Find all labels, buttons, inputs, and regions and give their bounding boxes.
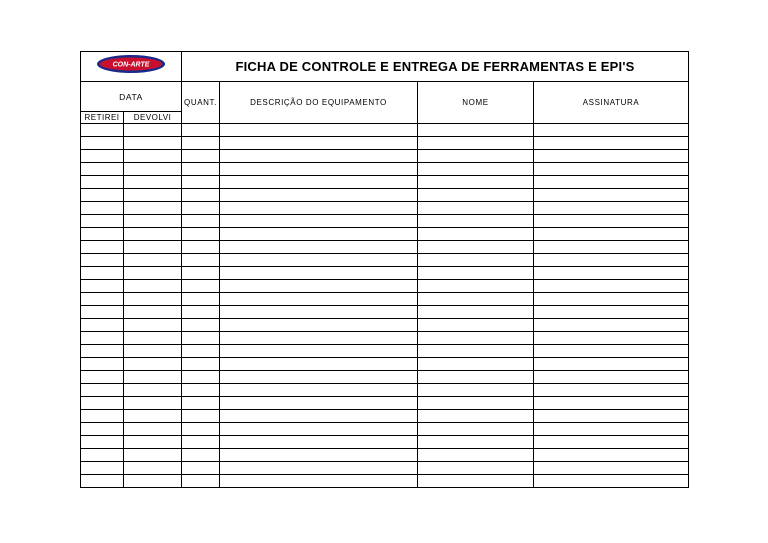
retirei-cell[interactable] xyxy=(81,397,124,410)
form-title: FICHA DE CONTROLE E ENTREGA DE FERRAMENTAS E EPI'S xyxy=(182,52,689,82)
quant-cell[interactable] xyxy=(182,306,220,319)
retirei-cell[interactable] xyxy=(81,332,124,345)
assinatura-cell[interactable] xyxy=(534,293,689,306)
descricao-cell[interactable] xyxy=(220,228,418,241)
devolvi-cell[interactable] xyxy=(124,202,182,215)
devolvi-cell[interactable] xyxy=(124,306,182,319)
table-row xyxy=(81,371,689,384)
devolvi-cell[interactable] xyxy=(124,176,182,189)
devolvi-cell[interactable] xyxy=(124,267,182,280)
descricao-cell[interactable] xyxy=(220,267,418,280)
retirei-cell[interactable] xyxy=(81,436,124,449)
descricao-cell[interactable] xyxy=(220,436,418,449)
table-row xyxy=(81,462,689,475)
table-row xyxy=(81,475,689,488)
nome-cell[interactable] xyxy=(418,345,534,358)
company-logo-cell xyxy=(81,52,182,82)
nome-cell[interactable] xyxy=(418,371,534,384)
table-row xyxy=(81,384,689,397)
nome-cell[interactable] xyxy=(418,410,534,423)
assinatura-column-header: ASSINATURA xyxy=(534,82,689,124)
table-row xyxy=(81,306,689,319)
table-row xyxy=(81,449,689,462)
quant-cell[interactable] xyxy=(182,254,220,267)
quant-cell[interactable] xyxy=(182,124,220,137)
quant-cell[interactable] xyxy=(182,241,220,254)
descricao-cell[interactable] xyxy=(220,150,418,163)
devolvi-cell[interactable] xyxy=(124,384,182,397)
table-row xyxy=(81,423,689,436)
assinatura-cell[interactable] xyxy=(534,423,689,436)
assinatura-cell[interactable] xyxy=(534,150,689,163)
table-row xyxy=(81,124,689,137)
retirei-cell[interactable] xyxy=(81,215,124,228)
descricao-cell[interactable] xyxy=(220,124,418,137)
retirei-cell[interactable] xyxy=(81,293,124,306)
table-row xyxy=(81,254,689,267)
quant-cell[interactable] xyxy=(182,280,220,293)
retirei-cell[interactable] xyxy=(81,280,124,293)
retirei-cell[interactable] xyxy=(81,163,124,176)
descricao-cell[interactable] xyxy=(220,475,418,488)
table-row xyxy=(81,410,689,423)
retirei-cell[interactable] xyxy=(81,306,124,319)
nome-cell[interactable] xyxy=(418,228,534,241)
descricao-cell[interactable] xyxy=(220,163,418,176)
devolvi-cell[interactable] xyxy=(124,462,182,475)
devolvi-cell[interactable] xyxy=(124,163,182,176)
assinatura-cell[interactable] xyxy=(534,384,689,397)
assinatura-cell[interactable] xyxy=(534,215,689,228)
descricao-cell[interactable] xyxy=(220,137,418,150)
nome-column-header: NOME xyxy=(418,82,534,124)
devolvi-cell[interactable] xyxy=(124,475,182,488)
quant-cell[interactable] xyxy=(182,137,220,150)
assinatura-cell[interactable] xyxy=(534,280,689,293)
quant-cell[interactable] xyxy=(182,267,220,280)
descricao-column-header: DESCRIÇÃO DO EQUIPAMENTO xyxy=(220,82,418,124)
retirei-cell[interactable] xyxy=(81,267,124,280)
retirei-column-header: RETIREI xyxy=(81,112,124,124)
retirei-cell[interactable] xyxy=(81,150,124,163)
table-row xyxy=(81,228,689,241)
quant-cell[interactable] xyxy=(182,163,220,176)
data-column-header: DATA xyxy=(81,82,182,112)
quant-cell[interactable] xyxy=(182,176,220,189)
nome-cell[interactable] xyxy=(418,306,534,319)
quant-cell[interactable] xyxy=(182,189,220,202)
nome-cell[interactable] xyxy=(418,436,534,449)
table-row xyxy=(81,280,689,293)
nome-cell[interactable] xyxy=(418,254,534,267)
devolvi-cell[interactable] xyxy=(124,436,182,449)
descricao-cell[interactable] xyxy=(220,410,418,423)
assinatura-cell[interactable] xyxy=(534,449,689,462)
assinatura-cell[interactable] xyxy=(534,345,689,358)
assinatura-cell[interactable] xyxy=(534,267,689,280)
quant-column-header: QUANT. xyxy=(182,82,220,124)
nome-cell[interactable] xyxy=(418,293,534,306)
descricao-cell[interactable] xyxy=(220,202,418,215)
devolvi-cell[interactable] xyxy=(124,124,182,137)
descricao-cell[interactable] xyxy=(220,423,418,436)
retirei-cell[interactable] xyxy=(81,410,124,423)
table-row xyxy=(81,358,689,371)
nome-cell[interactable] xyxy=(418,124,534,137)
retirei-cell[interactable] xyxy=(81,462,124,475)
quant-cell[interactable] xyxy=(182,423,220,436)
assinatura-cell[interactable] xyxy=(534,241,689,254)
retirei-cell[interactable] xyxy=(81,176,124,189)
table-row xyxy=(81,137,689,150)
descricao-cell[interactable] xyxy=(220,397,418,410)
header-row xyxy=(81,82,689,112)
devolvi-cell[interactable] xyxy=(124,423,182,436)
nome-cell[interactable] xyxy=(418,163,534,176)
quant-cell[interactable] xyxy=(182,202,220,215)
nome-cell[interactable] xyxy=(418,384,534,397)
assinatura-cell[interactable] xyxy=(534,397,689,410)
assinatura-cell[interactable] xyxy=(534,332,689,345)
descricao-cell[interactable] xyxy=(220,189,418,202)
assinatura-cell[interactable] xyxy=(534,358,689,371)
assinatura-cell[interactable] xyxy=(534,189,689,202)
entry-rows xyxy=(81,124,689,488)
devolvi-cell[interactable] xyxy=(124,397,182,410)
retirei-cell[interactable] xyxy=(81,124,124,137)
descricao-cell[interactable] xyxy=(220,306,418,319)
devolvi-cell[interactable] xyxy=(124,137,182,150)
nome-cell[interactable] xyxy=(418,462,534,475)
quant-cell[interactable] xyxy=(182,319,220,332)
descricao-cell[interactable] xyxy=(220,254,418,267)
nome-cell[interactable] xyxy=(418,319,534,332)
devolvi-cell[interactable] xyxy=(124,319,182,332)
descricao-cell[interactable] xyxy=(220,384,418,397)
nome-cell[interactable] xyxy=(418,137,534,150)
control-sheet-table xyxy=(80,51,689,488)
assinatura-cell[interactable] xyxy=(534,410,689,423)
table-row xyxy=(81,332,689,345)
retirei-cell[interactable] xyxy=(81,228,124,241)
descricao-cell[interactable] xyxy=(220,332,418,345)
devolvi-cell[interactable] xyxy=(124,371,182,384)
assinatura-cell[interactable] xyxy=(534,137,689,150)
devolvi-cell[interactable] xyxy=(124,358,182,371)
quant-cell[interactable] xyxy=(182,293,220,306)
assinatura-cell[interactable] xyxy=(534,462,689,475)
table-row xyxy=(81,215,689,228)
assinatura-cell[interactable] xyxy=(534,306,689,319)
nome-cell[interactable] xyxy=(418,423,534,436)
descricao-cell[interactable] xyxy=(220,176,418,189)
descricao-cell[interactable] xyxy=(220,241,418,254)
devolvi-cell[interactable] xyxy=(124,241,182,254)
nome-cell[interactable] xyxy=(418,358,534,371)
retirei-cell[interactable] xyxy=(81,423,124,436)
devolvi-column-header: DEVOLVI xyxy=(124,112,182,124)
quant-cell[interactable] xyxy=(182,475,220,488)
quant-cell[interactable] xyxy=(182,436,220,449)
table-row xyxy=(81,163,689,176)
svg-text:CON-ARTE: CON-ARTE xyxy=(112,61,150,69)
quant-cell[interactable] xyxy=(182,215,220,228)
assinatura-cell[interactable] xyxy=(534,254,689,267)
retirei-cell[interactable] xyxy=(81,189,124,202)
nome-cell[interactable] xyxy=(418,397,534,410)
retirei-cell[interactable] xyxy=(81,345,124,358)
nome-cell[interactable] xyxy=(418,449,534,462)
quant-cell[interactable] xyxy=(182,228,220,241)
table-row xyxy=(81,345,689,358)
assinatura-cell[interactable] xyxy=(534,475,689,488)
devolvi-cell[interactable] xyxy=(124,410,182,423)
table-row xyxy=(81,397,689,410)
quant-cell[interactable] xyxy=(182,150,220,163)
devolvi-cell[interactable] xyxy=(124,228,182,241)
nome-cell[interactable] xyxy=(418,241,534,254)
retirei-cell[interactable] xyxy=(81,202,124,215)
descricao-cell[interactable] xyxy=(220,358,418,371)
assinatura-cell[interactable] xyxy=(534,124,689,137)
retirei-cell[interactable] xyxy=(81,319,124,332)
table-row xyxy=(81,319,689,332)
descricao-cell[interactable] xyxy=(220,293,418,306)
descricao-cell[interactable] xyxy=(220,462,418,475)
nome-cell[interactable] xyxy=(418,189,534,202)
devolvi-cell[interactable] xyxy=(124,280,182,293)
retirei-cell[interactable] xyxy=(81,371,124,384)
nome-cell[interactable] xyxy=(418,150,534,163)
assinatura-cell[interactable] xyxy=(534,202,689,215)
nome-cell[interactable] xyxy=(418,267,534,280)
assinatura-cell[interactable] xyxy=(534,228,689,241)
assinatura-cell[interactable] xyxy=(534,436,689,449)
devolvi-cell[interactable] xyxy=(124,345,182,358)
retirei-cell[interactable] xyxy=(81,241,124,254)
devolvi-cell[interactable] xyxy=(124,293,182,306)
devolvi-cell[interactable] xyxy=(124,215,182,228)
quant-cell[interactable] xyxy=(182,449,220,462)
retirei-cell[interactable] xyxy=(81,254,124,267)
descricao-cell[interactable] xyxy=(220,215,418,228)
assinatura-cell[interactable] xyxy=(534,163,689,176)
devolvi-cell[interactable] xyxy=(124,254,182,267)
retirei-cell[interactable] xyxy=(81,358,124,371)
quant-cell[interactable] xyxy=(182,371,220,384)
nome-cell[interactable] xyxy=(418,202,534,215)
quant-cell[interactable] xyxy=(182,462,220,475)
devolvi-cell[interactable] xyxy=(124,449,182,462)
quant-cell[interactable] xyxy=(182,345,220,358)
nome-cell[interactable] xyxy=(418,280,534,293)
quant-cell[interactable] xyxy=(182,358,220,371)
assinatura-cell[interactable] xyxy=(534,371,689,384)
retirei-cell[interactable] xyxy=(81,137,124,150)
descricao-cell[interactable] xyxy=(220,345,418,358)
quant-cell[interactable] xyxy=(182,384,220,397)
quant-cell[interactable] xyxy=(182,332,220,345)
descricao-cell[interactable] xyxy=(220,371,418,384)
descricao-cell[interactable] xyxy=(220,319,418,332)
table-row xyxy=(81,176,689,189)
devolvi-cell[interactable] xyxy=(124,150,182,163)
nome-cell[interactable] xyxy=(418,215,534,228)
assinatura-cell[interactable] xyxy=(534,176,689,189)
table-row xyxy=(81,202,689,215)
quant-cell[interactable] xyxy=(182,410,220,423)
company-logo xyxy=(96,54,166,74)
table-row xyxy=(81,241,689,254)
table-row xyxy=(81,150,689,163)
title-row xyxy=(81,52,689,82)
table-row xyxy=(81,293,689,306)
retirei-cell[interactable] xyxy=(81,475,124,488)
descricao-cell[interactable] xyxy=(220,449,418,462)
descricao-cell[interactable] xyxy=(220,280,418,293)
table-row xyxy=(81,189,689,202)
nome-cell[interactable] xyxy=(418,176,534,189)
nome-cell[interactable] xyxy=(418,332,534,345)
table-row xyxy=(81,436,689,449)
devolvi-cell[interactable] xyxy=(124,189,182,202)
nome-cell[interactable] xyxy=(418,475,534,488)
table-row xyxy=(81,267,689,280)
assinatura-cell[interactable] xyxy=(534,319,689,332)
retirei-cell[interactable] xyxy=(81,449,124,462)
retirei-cell[interactable] xyxy=(81,384,124,397)
devolvi-cell[interactable] xyxy=(124,332,182,345)
quant-cell[interactable] xyxy=(182,397,220,410)
